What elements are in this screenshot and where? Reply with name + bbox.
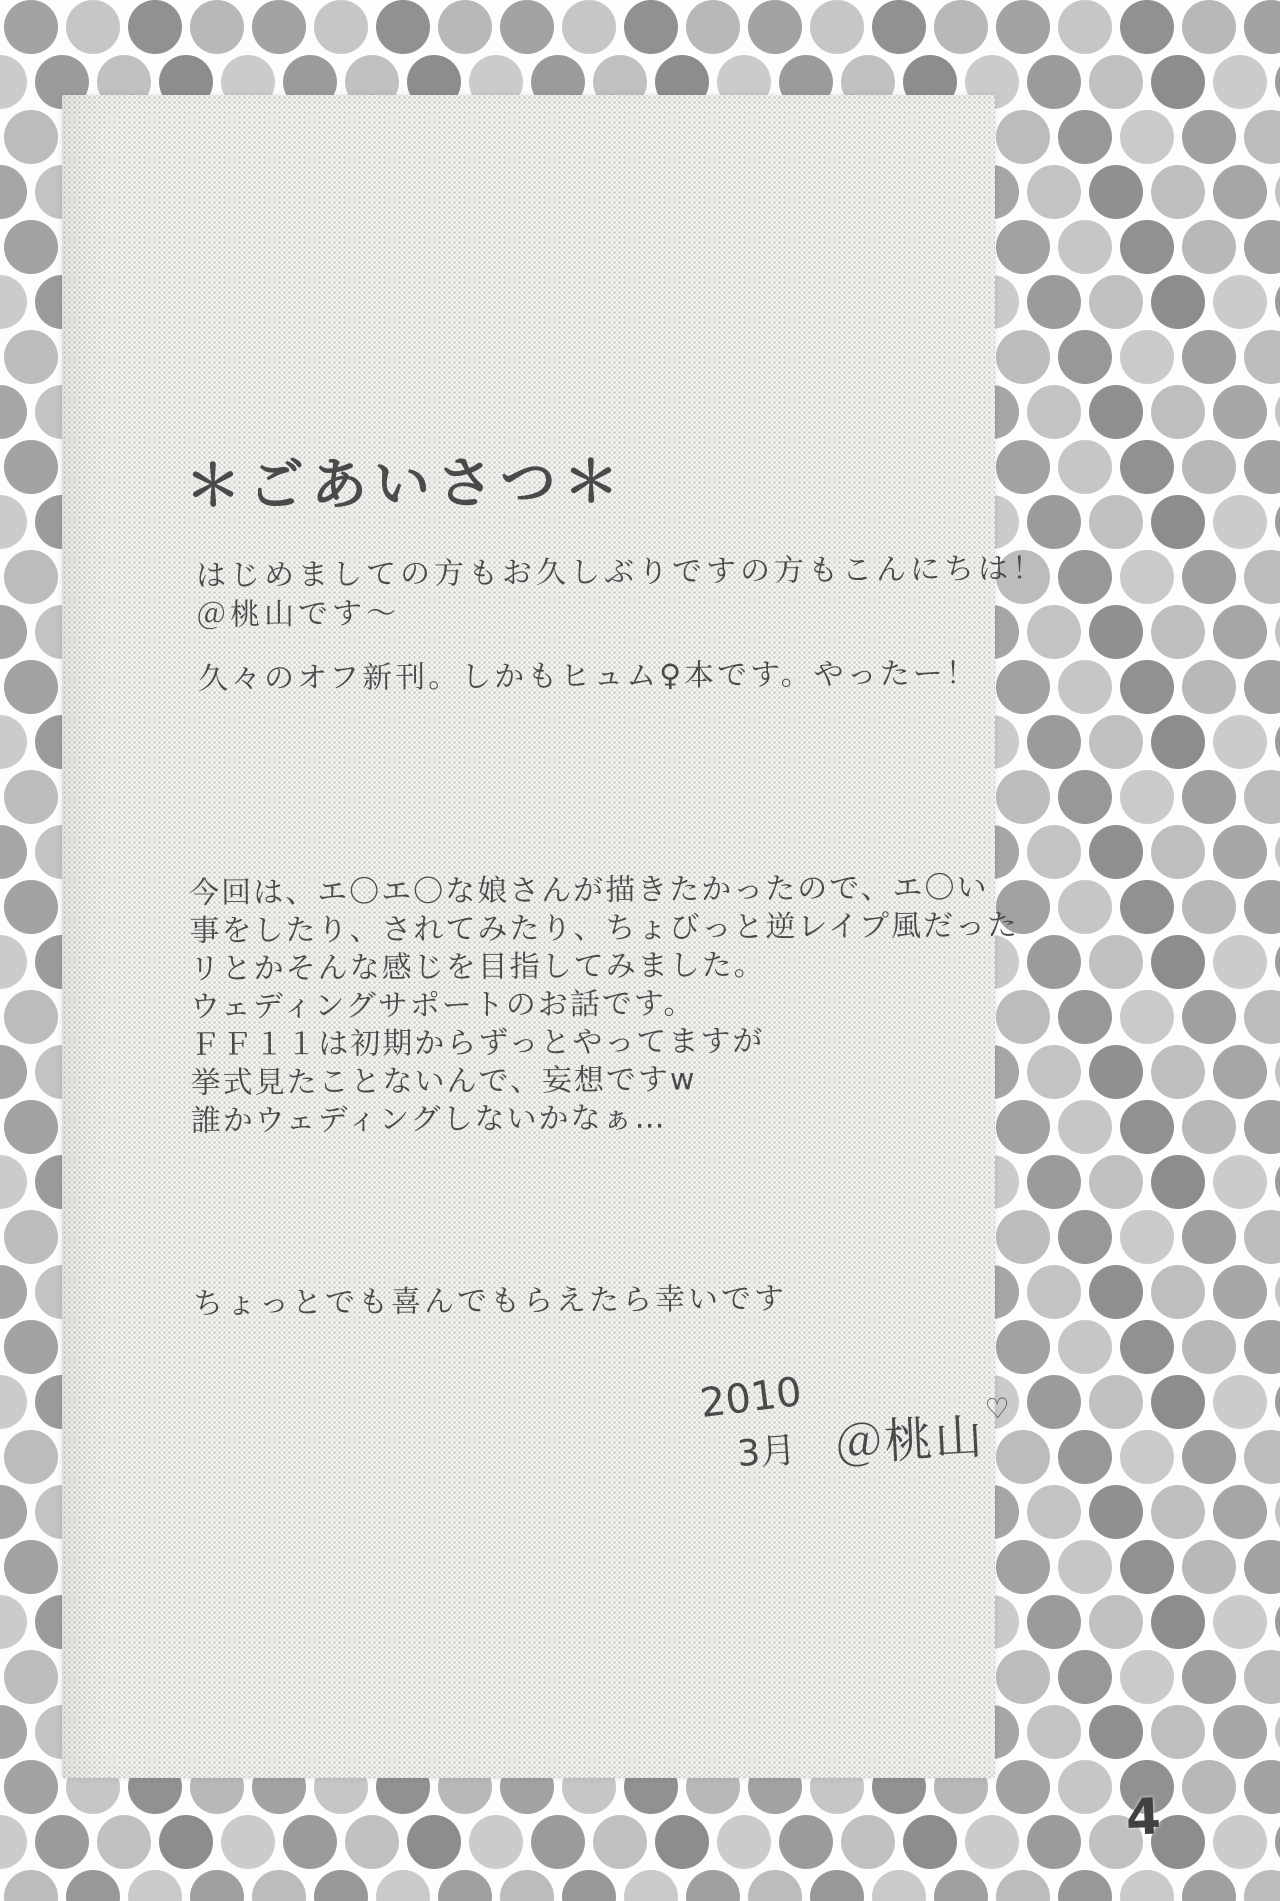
body-line: ＦＦ１１は初期からずっとやってますが xyxy=(190,1023,765,1063)
body-line: ウェディングサポートのお話です。 xyxy=(189,986,696,1025)
body-line: 誰かウェディングしないかなぁ… xyxy=(190,1100,667,1139)
body-paragraph xyxy=(189,869,1020,1141)
body-line: リとかそんな感じを目指してみました。 xyxy=(189,947,766,987)
announcement-line: 久々のオフ新刊。しかもヒュム♀本です。やったー！ xyxy=(197,656,979,697)
heart-icon: ♡ xyxy=(983,1391,1013,1426)
author-intro-line: ＠桃山です～ xyxy=(195,596,401,633)
body-line: 今回は、エ〇エ〇な娘さんが描きたかったので、エ〇い xyxy=(189,870,989,911)
signature-name xyxy=(832,1391,1015,1474)
closing-line: ちょっとでも喜んでもらえたら幸いです xyxy=(192,1281,788,1322)
signature-month: 3月 xyxy=(735,1429,798,1475)
signature-name-text: ＠桃山 xyxy=(833,1408,986,1473)
body-line: 挙式見たことないんで、妄想ですw xyxy=(190,1062,697,1101)
page-number: 4 xyxy=(1124,1787,1162,1847)
body-line: 事をしたり、されてみたり、ちょびっと逆レイプ風だった xyxy=(189,908,1020,949)
signature-year: 2010 xyxy=(697,1368,805,1428)
page-title: ＊ごあいさつ＊ xyxy=(184,449,627,520)
greeting-line: はじめましての方もお久しぶりですの方もこんにちは！ xyxy=(195,551,1047,594)
